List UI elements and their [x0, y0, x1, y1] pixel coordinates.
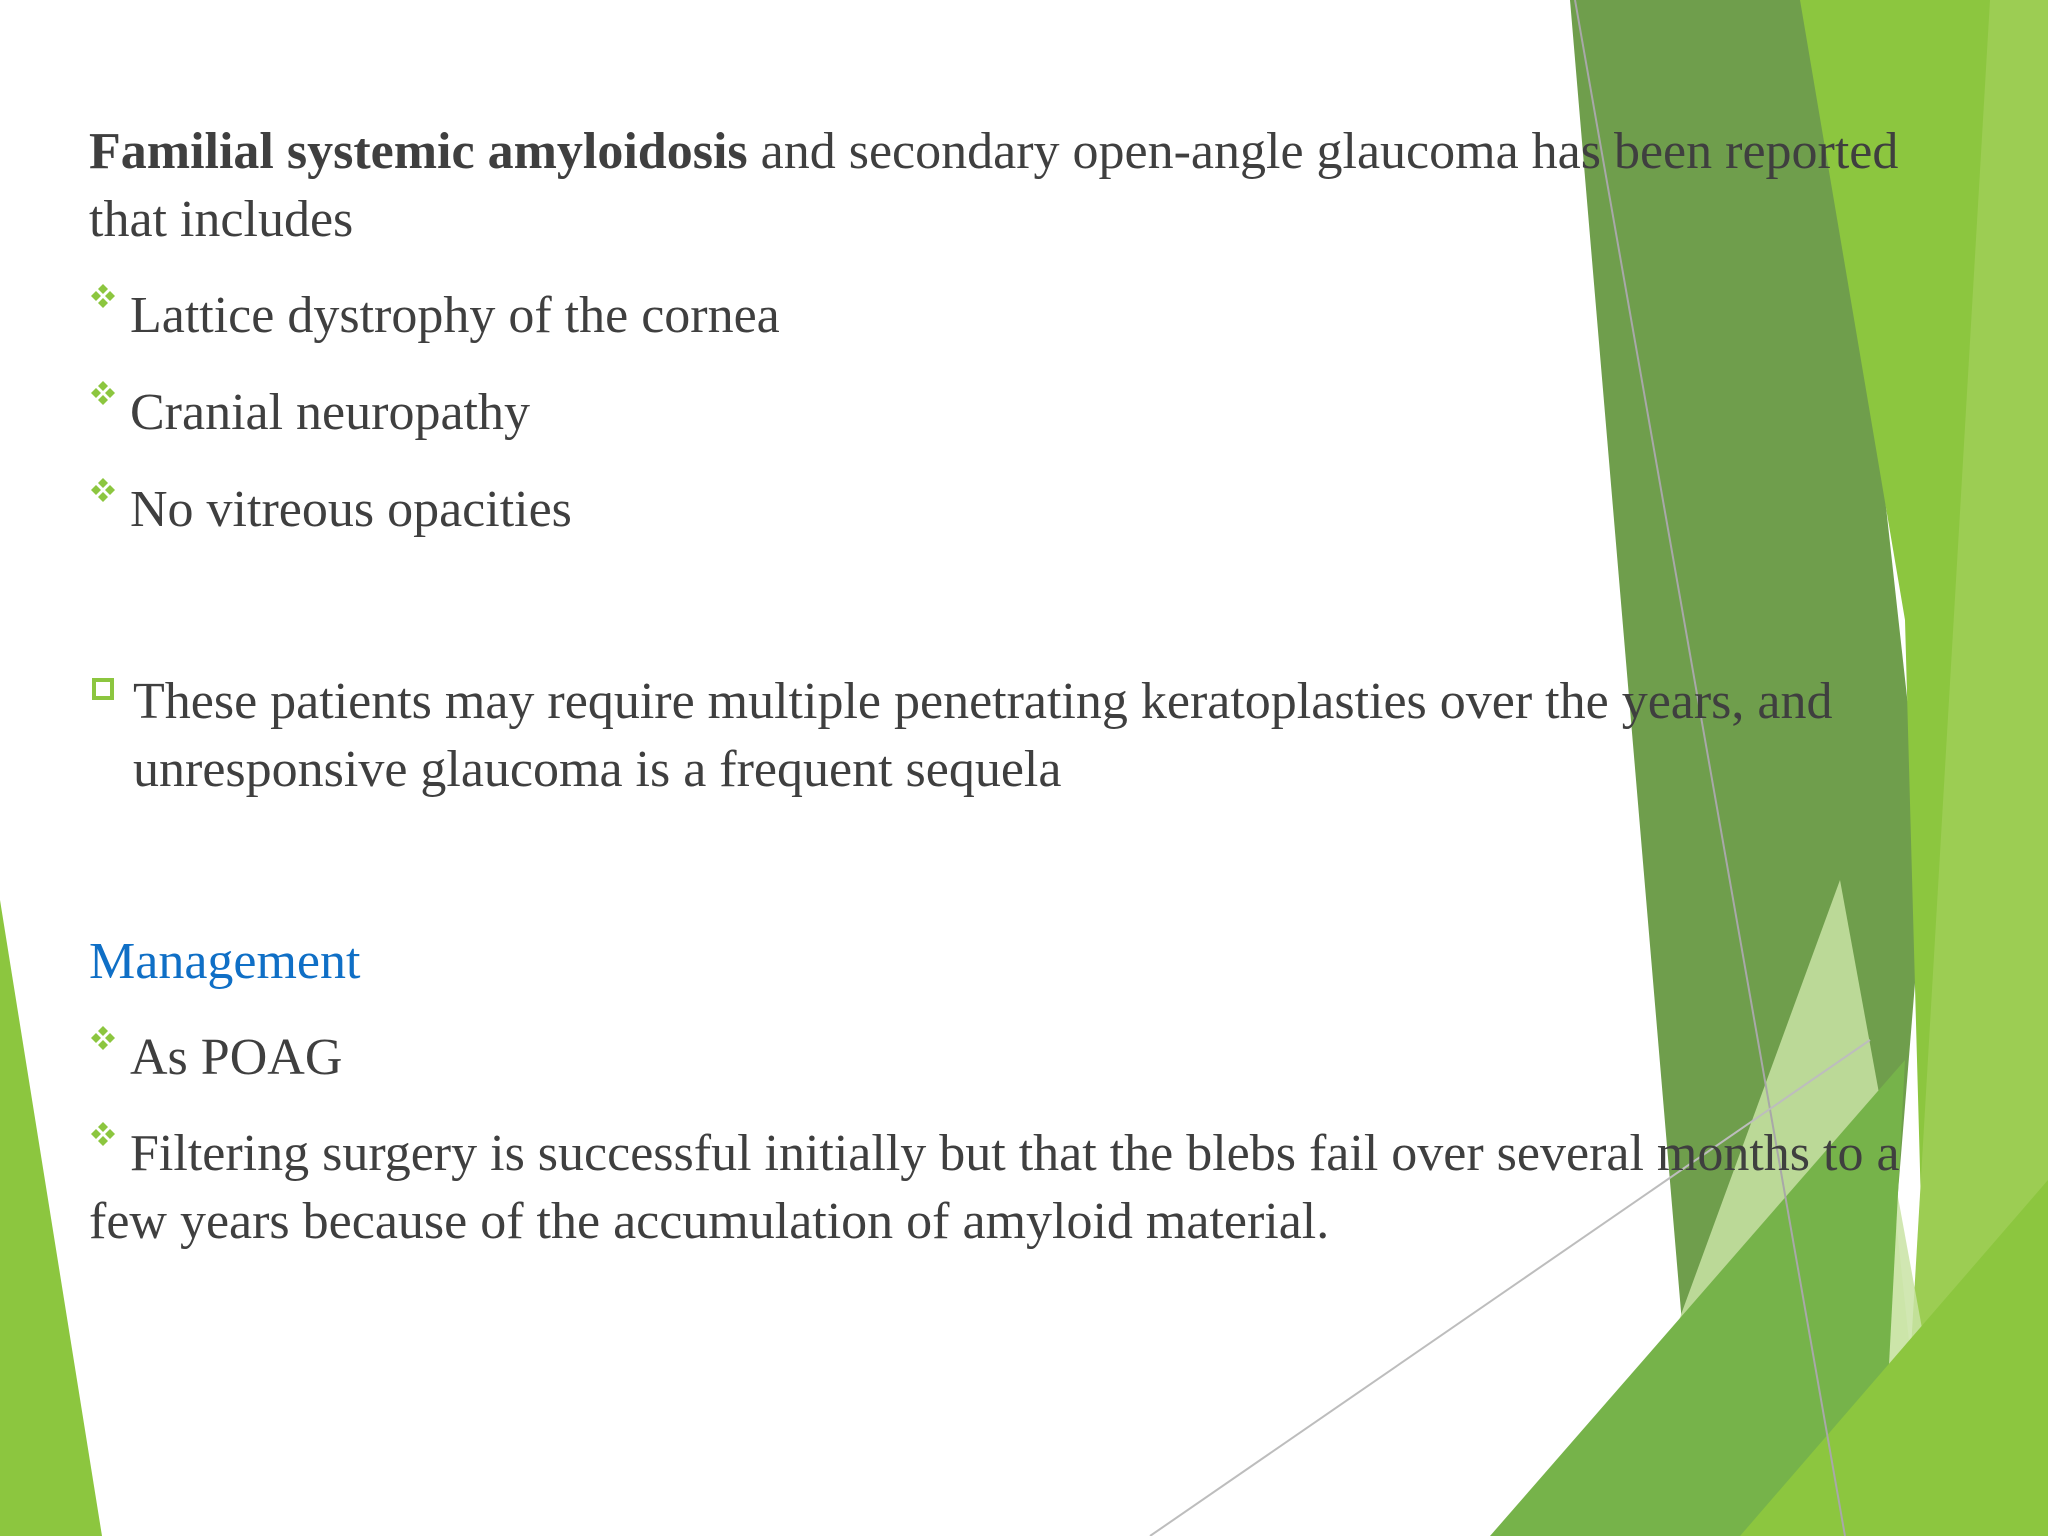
management-text: Filtering surgery is successful initially but that the blebs fail over several months to a few years because of the accumulation of amyloid material. — [89, 1125, 1900, 1250]
feature-text: No vitreous opacities — [130, 481, 572, 538]
management-text: As POAG — [130, 1029, 343, 1086]
intro-bold-term: Familial systemic amyloidosis — [89, 123, 748, 180]
note-text: These patients may require multiple penetrating keratoplasties over the years, and unresponsive glaucoma is a frequent sequela — [133, 673, 1833, 798]
intro-rest: and secondary open-angle glaucoma has been reported that includes — [89, 123, 1899, 248]
diamond-cluster-icon — [91, 284, 125, 318]
hollow-square-icon — [92, 678, 114, 700]
feature-item — [89, 476, 1989, 544]
feature-item — [89, 379, 1989, 447]
management-item — [89, 1120, 1989, 1256]
diamond-cluster-icon — [91, 478, 125, 512]
left-green-wedge — [0, 900, 102, 1536]
diamond-cluster-icon — [91, 1026, 125, 1060]
feature-text: Lattice dystrophy of the cornea — [130, 287, 780, 344]
slide-content — [89, 118, 1989, 1256]
feature-text: Cranial neuropathy — [130, 384, 530, 441]
feature-item — [89, 282, 1989, 350]
diamond-cluster-icon — [91, 1122, 125, 1156]
management-heading: Management — [89, 933, 361, 990]
diamond-cluster-icon — [91, 381, 125, 415]
intro-paragraph — [89, 118, 1989, 254]
management-item — [89, 1024, 1989, 1092]
note-item — [89, 668, 1989, 804]
